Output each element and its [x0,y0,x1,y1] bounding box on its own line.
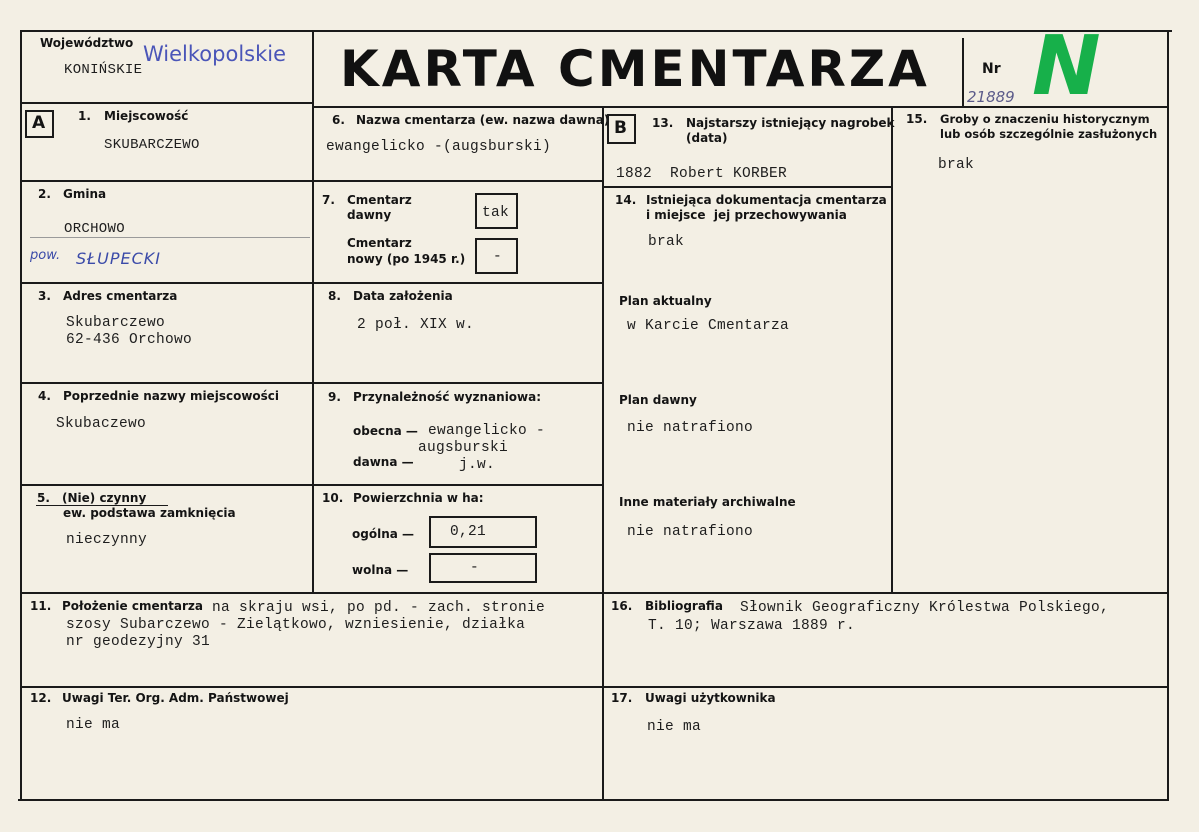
f8-label: Data założenia [353,289,453,303]
f14-label-1: Istniejąca dokumentacja cmentarza [646,193,887,207]
f16-line-2: T. 10; Warszawa 1889 r. [648,618,856,634]
f9-obecna-value-1: ewangelicko - [428,423,546,439]
divider [312,484,602,486]
f11-line-2: szosy Subarczewo - Zielątkowo, wzniesienie, działka [66,617,526,633]
f10-num: 10. [322,491,344,505]
f3-line2: 62-436 Orchowo [66,332,193,348]
f10-label: Powierzchnia w ha: [353,491,484,505]
f2-value: ORCHOWO [64,221,125,237]
inne-materialy-value: nie natrafiono [627,524,754,540]
f15-label-2: lub osób szczególnie zasłużonych [940,127,1158,141]
f3-label: Adres cmentarza [63,289,178,303]
f9-num: 9. [328,390,341,404]
f15-value: brak [938,157,975,173]
f16-num: 16. [611,599,633,613]
f8-value: 2 poł. XIX w. [357,317,475,333]
f9-obecna-value-2: augsburski [418,440,509,456]
f7-label-2b: nowy (po 1945 r.) [347,252,466,266]
plan-dawny-value: nie natrafiono [627,420,754,436]
f17-value: nie ma [647,719,702,735]
divider [891,106,893,592]
divider [602,186,891,188]
f9-obecna-label: obecna — [353,424,418,438]
f9-label: Przynależność wyznaniowa: [353,390,542,404]
section-b-letter: B [614,118,627,138]
f4-num: 4. [38,389,51,403]
f6-num: 6. [332,113,345,127]
divider [602,106,604,800]
plan-dawny-label: Plan dawny [619,393,697,407]
inne-materialy-label: Inne materiały archiwalne [619,495,796,509]
f12-num: 12. [30,691,52,705]
divider [312,382,602,384]
f3-num: 3. [38,289,51,303]
frame-bottom [18,799,1168,801]
divider [312,180,602,182]
f13-label-1: Najstarszy istniejący nagrobek [686,116,895,130]
f4-value: Skubaczewo [56,416,147,432]
f13-value: 1882 Robert KORBER [616,166,788,182]
f1-value: SKUBARCZEWO [104,137,200,153]
f12-label: Uwagi Ter. Org. Adm. Państwowej [62,691,289,705]
f16-line-1: Słownik Geograficzny Królestwa Polskiego, [740,600,1110,616]
f2-num: 2. [38,187,51,201]
f7-box-nowy-value: - [493,249,503,265]
f11-line-3: nr geodezyjny 31 [66,634,211,650]
f2-label: Gmina [63,187,107,201]
f7-label-2a: Cmentarz [347,236,412,250]
f14-value: brak [648,234,685,250]
f15-num: 15. [906,112,928,126]
nr-value: 21889 [967,88,1015,106]
f14-num: 14. [615,193,637,207]
divider [22,484,312,486]
f5-value: nieczynny [66,532,148,548]
f10-ogolna-label: ogólna — [352,527,415,541]
f8-num: 8. [328,289,341,303]
f7-num: 7. [322,193,335,207]
f3-line1: Skubarczewo [66,315,166,331]
divider [20,686,1168,688]
f7-label-1a: Cmentarz [347,193,412,207]
divider [962,38,964,106]
f14-label-2: i miejsce jej przechowywania [646,208,847,222]
f2-hand-prefix: pow. [30,248,61,263]
divider [22,382,312,384]
f10-ogolna-value: 0,21 [450,524,487,540]
frame-top [20,30,1172,32]
f11-line-1: na skraju wsi, po pd. - zach. stronie [212,600,546,616]
f13-label-2: (data) [686,131,728,145]
f9-dawna-label: dawna — [353,455,414,469]
wojewodztwo-typed: KONIŃSKIE [64,62,143,78]
divider [22,180,312,182]
f12-value: nie ma [66,717,121,733]
f4-label: Poprzednie nazwy miejscowości [63,389,280,403]
divider [20,592,1168,594]
f17-label: Uwagi użytkownika [645,691,776,705]
nr-label: Nr [982,61,1001,77]
f11-label: Położenie cmentarza [62,599,203,613]
divider [22,102,312,104]
f17-num: 17. [611,691,633,705]
divider [22,282,312,284]
f10-wolna-label: wolna — [352,563,409,577]
f15-label-1: Groby o znaczeniu historycznym [940,112,1150,126]
section-a-letter: A [32,113,46,133]
f9-dawna-value: j.w. [459,457,496,473]
f7-label-1b: dawny [347,208,392,222]
f13-num: 13. [652,116,674,130]
f7-box-dawny-value: tak [482,205,510,221]
f6-value: ewangelicko -(augsburski) [326,139,552,155]
f11-num: 11. [30,599,52,613]
wojewodztwo-stamp: Wielkopolskie [143,42,287,66]
divider [30,237,310,238]
plan-aktualny-value: w Karcie Cmentarza [627,318,790,334]
f16-label: Bibliografia [645,599,723,613]
f10-wolna-value: - [470,560,480,576]
card-title: KARTA CMENTARZA [340,40,930,98]
plan-aktualny-label: Plan aktualny [619,294,712,308]
f5-num: 5. [37,491,50,505]
divider [312,30,314,592]
f2-hand-value: SŁUPECKI [76,249,161,268]
f10-wolna-box [429,553,537,583]
f5-label-2: ew. podstawa zamknięcia [63,506,236,520]
f6-label: Nazwa cmentarza (ew. nazwa dawna) [356,113,610,127]
green-n-mark: N [1032,19,1101,114]
f5-label-1: (Nie) czynny [62,491,147,505]
wojewodztwo-label: Województwo [40,36,134,50]
divider [312,282,602,284]
f1-label: Miejscowość [104,109,189,123]
f1-num: 1. [78,109,91,123]
